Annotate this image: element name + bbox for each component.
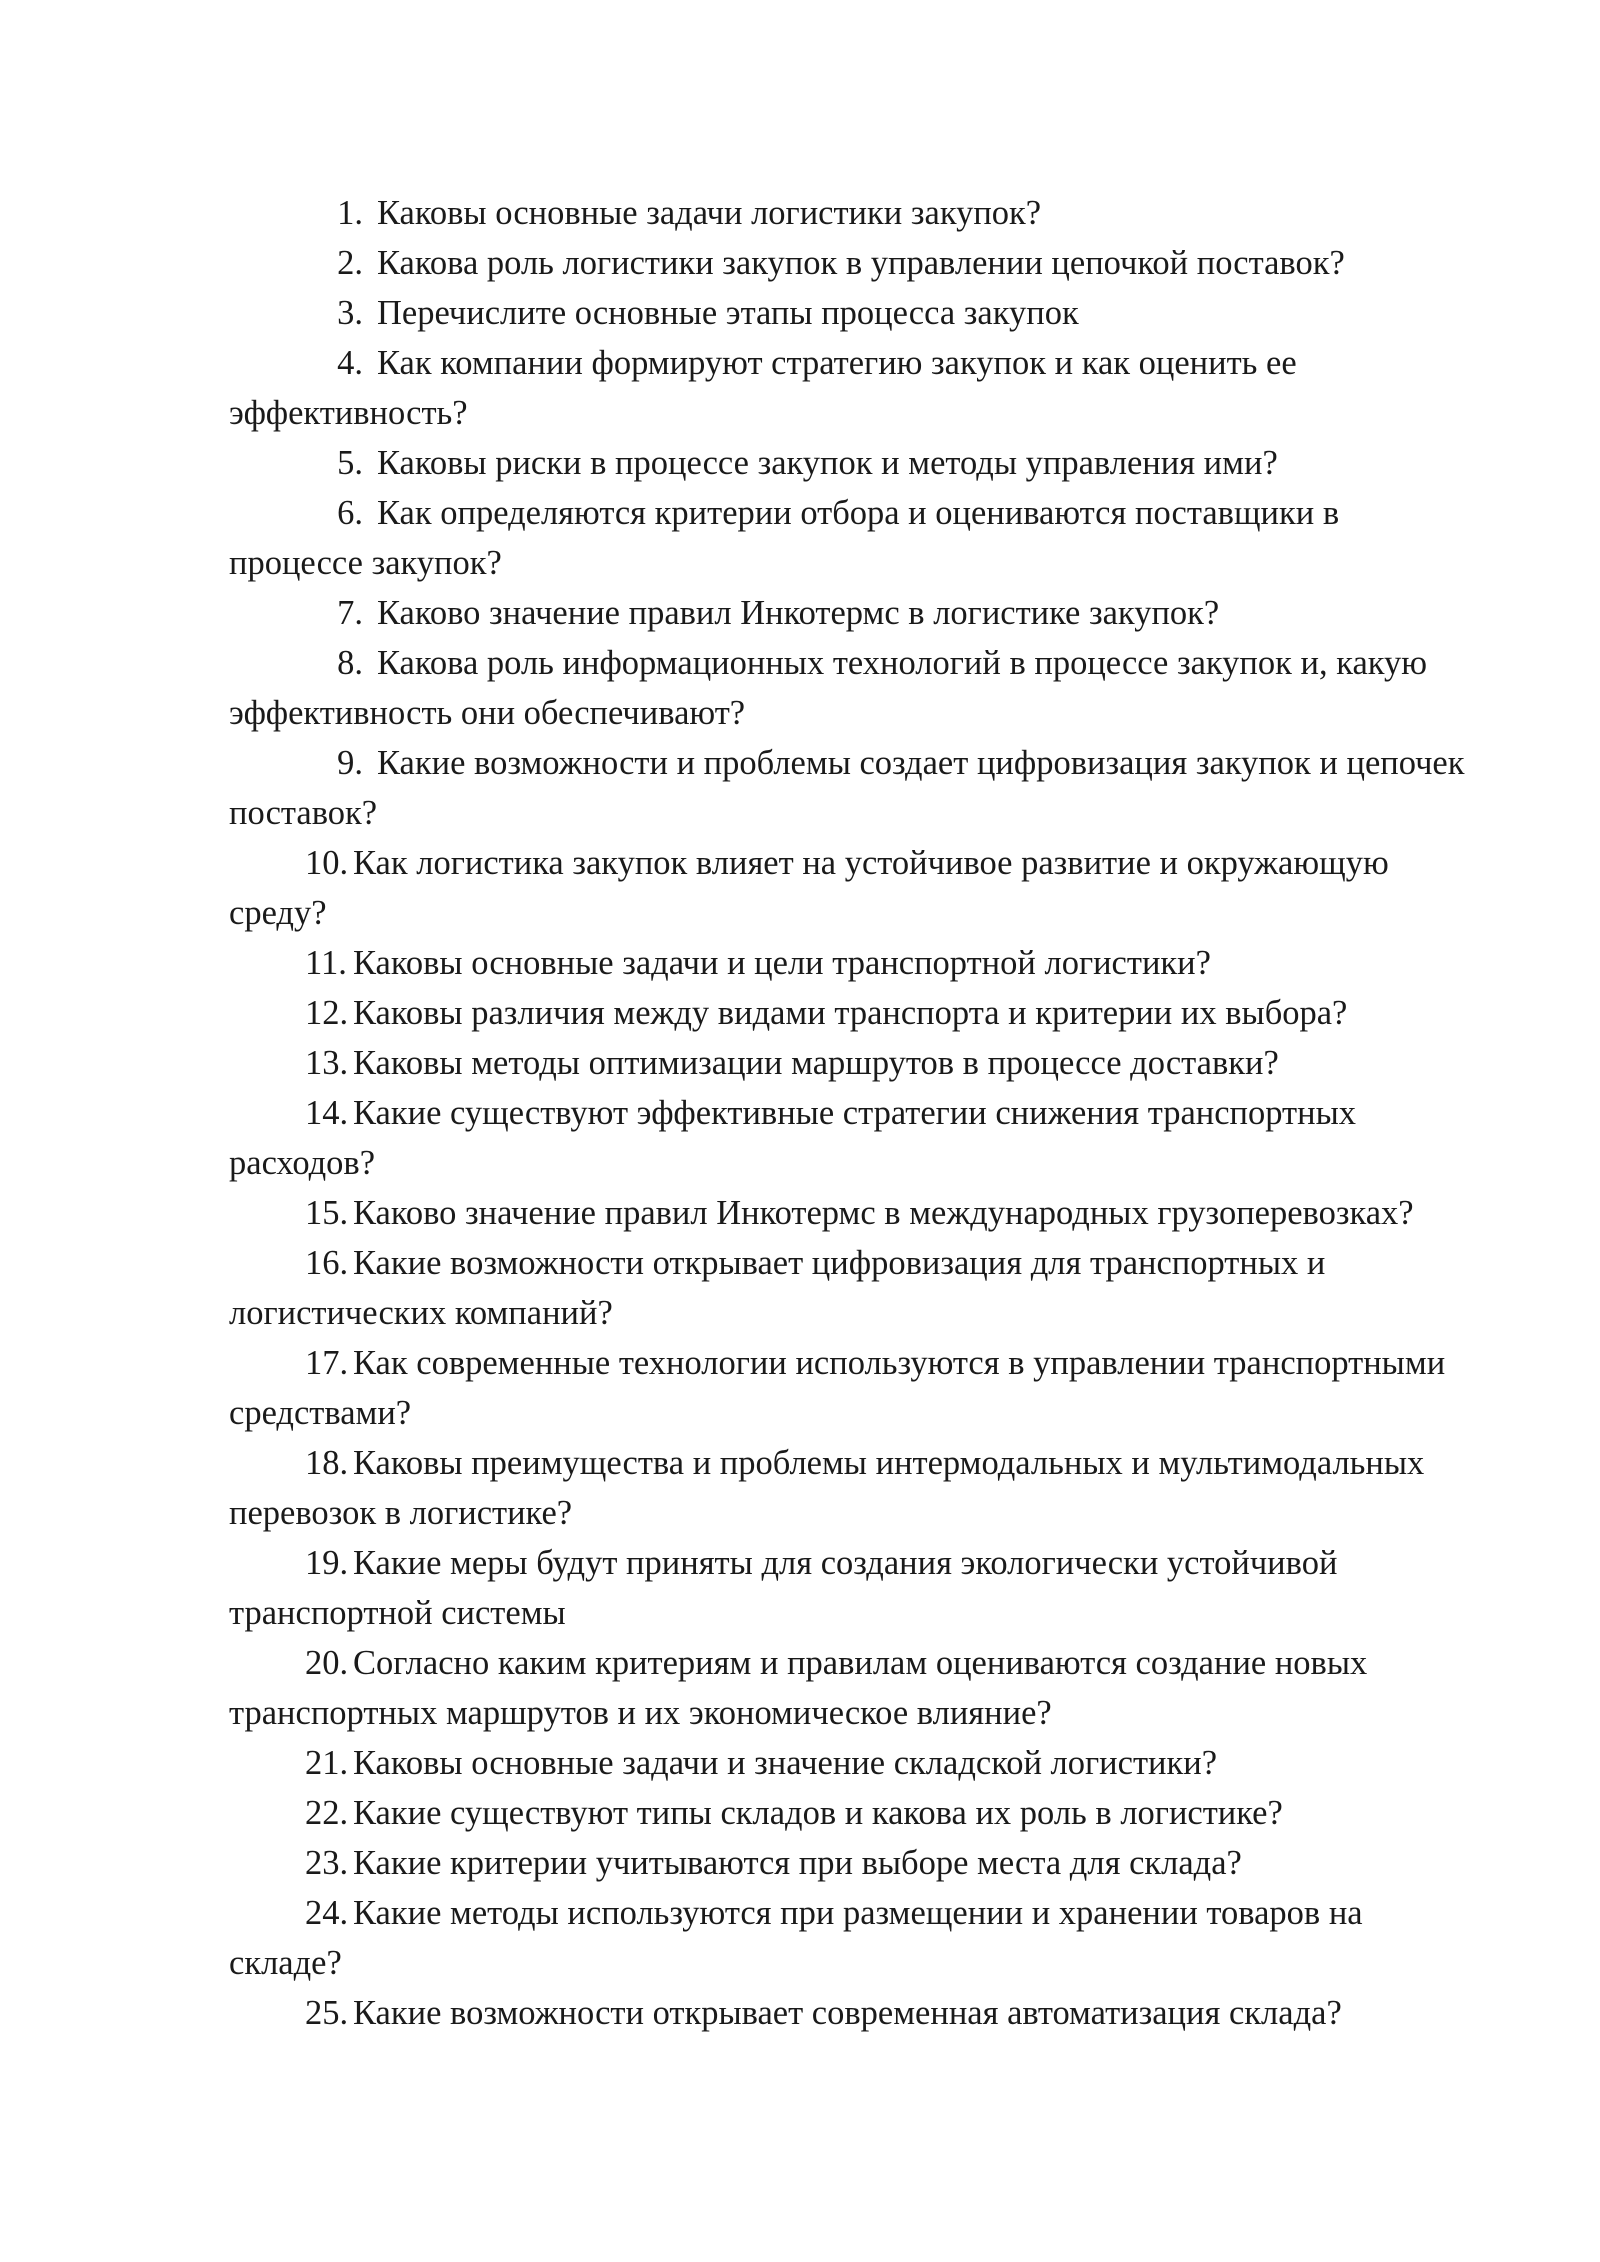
- item-number: 13.: [305, 1044, 349, 1082]
- item-text: Какие критерии учитываются при выборе места для склада?: [353, 1844, 1242, 1882]
- item-number: 4.: [337, 344, 363, 382]
- item-text: Каковы методы оптимизации маршрутов в процессе доставки?: [353, 1044, 1279, 1082]
- item-text: Как логистика закупок влияет на устойчивое развитие и окружающую среду?: [229, 844, 1389, 932]
- list-item: [229, 1038, 1479, 1088]
- item-text: Каковы преимущества и проблемы интермодальных и мультимодальных перевозок в логистике?: [229, 1444, 1425, 1532]
- item-text: Каковы различия между видами транспорта и критерии их выбора?: [353, 994, 1348, 1032]
- item-number: 5.: [337, 444, 363, 482]
- list-item: [229, 1738, 1479, 1788]
- item-number: 2.: [337, 244, 363, 282]
- item-number: 17.: [305, 1344, 349, 1382]
- list-item: [229, 338, 1479, 438]
- item-number: 22.: [305, 1794, 349, 1832]
- item-number: 21.: [305, 1744, 349, 1782]
- item-number: 14.: [305, 1094, 349, 1132]
- item-number: 25.: [305, 1994, 349, 2032]
- item-text: Согласно каким критериям и правилам оцениваются создание новых транспортных маршрутов и их экономическое влияние?: [229, 1644, 1368, 1732]
- item-number: 6.: [337, 494, 363, 532]
- item-number: 16.: [305, 1244, 349, 1282]
- item-text: Какие меры будут приняты для создания экологически устойчивой транспортной системы: [229, 1544, 1338, 1632]
- item-number: 19.: [305, 1544, 349, 1582]
- item-number: 8.: [337, 644, 363, 682]
- list-item: [229, 638, 1479, 738]
- list-item: [229, 1888, 1479, 1988]
- list-item: [229, 188, 1479, 238]
- item-text: Какие существуют эффективные стратегии снижения транспортных расходов?: [229, 1094, 1357, 1182]
- list-item: [229, 988, 1479, 1038]
- item-text: Какие методы используются при размещении и хранении товаров на складе?: [229, 1894, 1363, 1982]
- item-number: 1.: [337, 194, 363, 232]
- item-text: Каковы риски в процессе закупок и методы управления ими?: [377, 444, 1278, 482]
- list-item: [229, 1088, 1479, 1188]
- item-text: Какова роль информационных технологий в процессе закупок и, какую эффективность они обеспечивают?: [229, 644, 1428, 732]
- item-number: 18.: [305, 1444, 349, 1482]
- list-item: [229, 1788, 1479, 1838]
- list-item: [229, 288, 1479, 338]
- item-text: Какие возможности и проблемы создает цифровизация закупок и цепочек поставок?: [229, 744, 1465, 832]
- item-number: 24.: [305, 1894, 349, 1932]
- list-item: [229, 1538, 1479, 1638]
- item-text: Какие возможности открывает цифровизация для транспортных и логистических компаний?: [229, 1244, 1326, 1332]
- question-list: [229, 188, 1479, 2038]
- list-item: [229, 488, 1479, 588]
- item-text: Как определяются критерии отбора и оцениваются поставщики в процессе закупок?: [229, 494, 1340, 582]
- item-text: Какие возможности открывает современная автоматизация склада?: [353, 1994, 1342, 2032]
- item-text: Как современные технологии используются в управлении транспортными средствами?: [229, 1344, 1446, 1432]
- item-number: 10.: [305, 844, 349, 882]
- list-item: [229, 1638, 1479, 1738]
- list-item: [229, 1238, 1479, 1338]
- list-item: [229, 1338, 1479, 1438]
- item-text: Какова роль логистики закупок в управлении цепочкой поставок?: [377, 244, 1345, 282]
- list-item: [229, 1988, 1479, 2038]
- item-number: 11.: [305, 944, 347, 982]
- item-number: 23.: [305, 1844, 349, 1882]
- list-item: [229, 1838, 1479, 1888]
- item-number: 3.: [337, 294, 363, 332]
- item-number: 15.: [305, 1194, 349, 1232]
- list-item: [229, 1188, 1479, 1238]
- list-item: [229, 238, 1479, 288]
- item-text: Каково значение правил Инкотермс в международных грузоперевозках?: [353, 1194, 1414, 1232]
- item-number: 7.: [337, 594, 363, 632]
- item-text: Каковы основные задачи и значение складской логистики?: [353, 1744, 1218, 1782]
- item-text: Перечислите основные этапы процесса закупок: [377, 294, 1079, 332]
- list-item: [229, 738, 1479, 838]
- item-number: 20.: [305, 1644, 349, 1682]
- item-text: Какие существуют типы складов и какова их роль в логистике?: [353, 1794, 1283, 1832]
- list-item: [229, 1438, 1479, 1538]
- list-item: [229, 938, 1479, 988]
- list-item: [229, 438, 1479, 488]
- item-text: Как компании формируют стратегию закупок и как оценить ее эффективность?: [229, 344, 1297, 432]
- item-text: Каковы основные задачи и цели транспортной логистики?: [353, 944, 1211, 982]
- item-text: Каково значение правил Инкотермс в логистике закупок?: [377, 594, 1220, 632]
- list-item: [229, 838, 1479, 938]
- item-number: 12.: [305, 994, 349, 1032]
- list-item: [229, 588, 1479, 638]
- item-text: Каковы основные задачи логистики закупок?: [377, 194, 1042, 232]
- item-number: 9.: [337, 744, 363, 782]
